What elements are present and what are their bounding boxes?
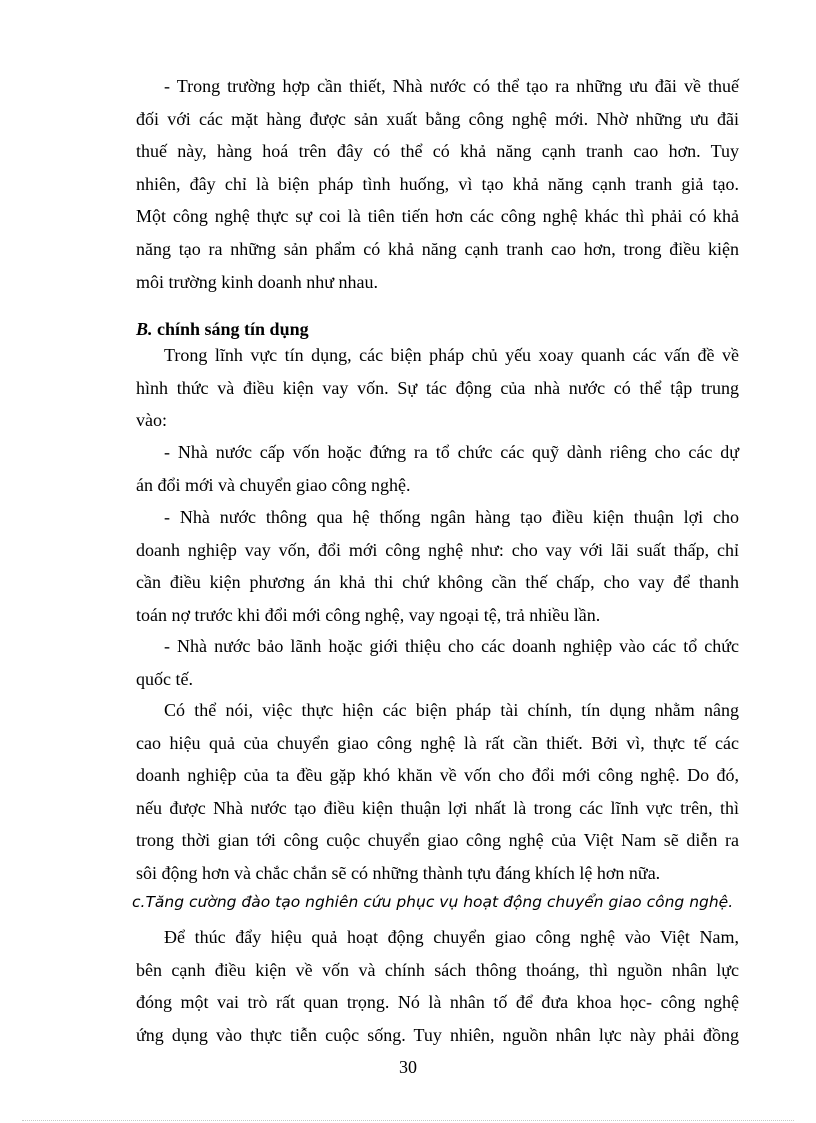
text-line: - Nhà nước bảo lãnh hoặc giới thiệu cho các doanh nghiệp vào các tổ chức [164, 636, 739, 656]
section-heading-c [132, 886, 752, 919]
list-item-credit-3 [136, 630, 739, 695]
text-line: ứng dụng vào thực tiễn cuộc sống. Tuy nhiên, nguồn nhân lực này phải đồng [136, 1024, 739, 1045]
heading-title: chính sáng tín dụng [152, 319, 309, 339]
text-line: đóng một vai trò rất quan trọng. Nó là nhân tố để đưa khoa học- công nghệ [136, 992, 739, 1013]
text-line: Có thể nói, việc thực hiện các biện pháp tài chính, tín dụng nhằm nâng [164, 700, 739, 720]
text-line: môi trường kinh doanh như nhau. [136, 271, 379, 292]
text-line: - Nhà nước cấp vốn hoặc đứng ra tổ chức các quỹ dành riêng cho các dự [164, 442, 739, 462]
text-line: cần điều kiện phương án khả thi chứ không cần thế chấp, cho vay để thanh [136, 572, 739, 593]
heading-prefix: B. [136, 319, 153, 339]
text-line: Một công nghệ thực sự coi là tiên tiến hơn các công nghệ khác thì phải có khả [136, 206, 739, 227]
paragraph-credit-intro [136, 339, 739, 437]
text-line: nhiên, đây chỉ là biện pháp tình huống, vì tạo khả năng cạnh tranh giả tạo. [136, 173, 739, 194]
page-bottom-divider [22, 1120, 794, 1121]
text-line: năng tạo ra những sản phẩm có khả năng cạnh tranh cao hơn, trong điều kiện [136, 238, 739, 259]
text-line: doanh nghiệp vay vốn, đổi mới công nghệ như: cho vay với lãi suất thấp, chỉ [136, 539, 739, 560]
text-line: trong thời gian tới công cuộc chuyển giao công nghệ của Việt Nam sẽ diễn ra [136, 830, 739, 851]
text-line: - Trong trường hợp cần thiết, Nhà nước có thể tạo ra những ưu đãi về thuế [164, 76, 739, 96]
heading-text: c.Tăng cường đào tạo nghiên cứu phục vụ hoạt động chuyển giao công nghệ. [132, 893, 734, 911]
text-line: cao hiệu quả của chuyển giao công nghệ là rất cần thiết. Bởi vì, thực tế các [136, 732, 739, 753]
paragraph-conclusion [136, 694, 739, 890]
text-line: đối với các mặt hàng được sản xuất bằng công nghệ mới. Nhờ những ưu đãi [136, 108, 739, 129]
paragraph-tax-incentives [136, 70, 739, 298]
text-line: thuế này, hàng hoá trên đây có thể có khả năng cạnh tranh cao hơn. Tuy [136, 141, 739, 162]
text-line: vào: [136, 410, 167, 431]
text-line: án đổi mới và chuyển giao công nghệ. [136, 474, 411, 495]
text-line: nếu được Nhà nước tạo điều kiện thuận lợi nhất là trong các lĩnh vực trên, thì [136, 797, 739, 818]
text-line: sôi động hơn và chắc chắn sẽ có những thành tựu đáng khích lệ hơn nữa. [136, 862, 661, 883]
text-line: bên cạnh điều kiện về vốn và chính sách thông thoáng, thì nguồn nhân lực [136, 959, 739, 980]
text-line: Để thúc đẩy hiệu quả hoạt động chuyển giao công nghệ vào Việt Nam, [164, 927, 739, 947]
text-line: Trong lĩnh vực tín dụng, các biện pháp chủ yếu xoay quanh các vấn đề về [164, 345, 739, 365]
text-line: hình thức và điều kiện vay vốn. Sự tác động của nhà nước có thể tập trung [136, 377, 739, 398]
list-item-credit-1 [136, 436, 739, 501]
text-line: quốc tế. [136, 668, 193, 689]
text-line: - Nhà nước thông qua hệ thống ngân hàng tạo điều kiện thuận lợi cho [164, 507, 739, 527]
text-line: toán nợ trước khi đổi mới công nghệ, vay ngoại tệ, trả nhiều lần. [136, 604, 601, 625]
list-item-credit-2 [136, 501, 739, 631]
paragraph-training [136, 921, 739, 1051]
text-line: doanh nghiệp của ta đều gặp khó khăn về vốn cho đổi mới công nghệ. Do đó, [136, 765, 739, 786]
page-number: 30 [399, 1057, 417, 1077]
